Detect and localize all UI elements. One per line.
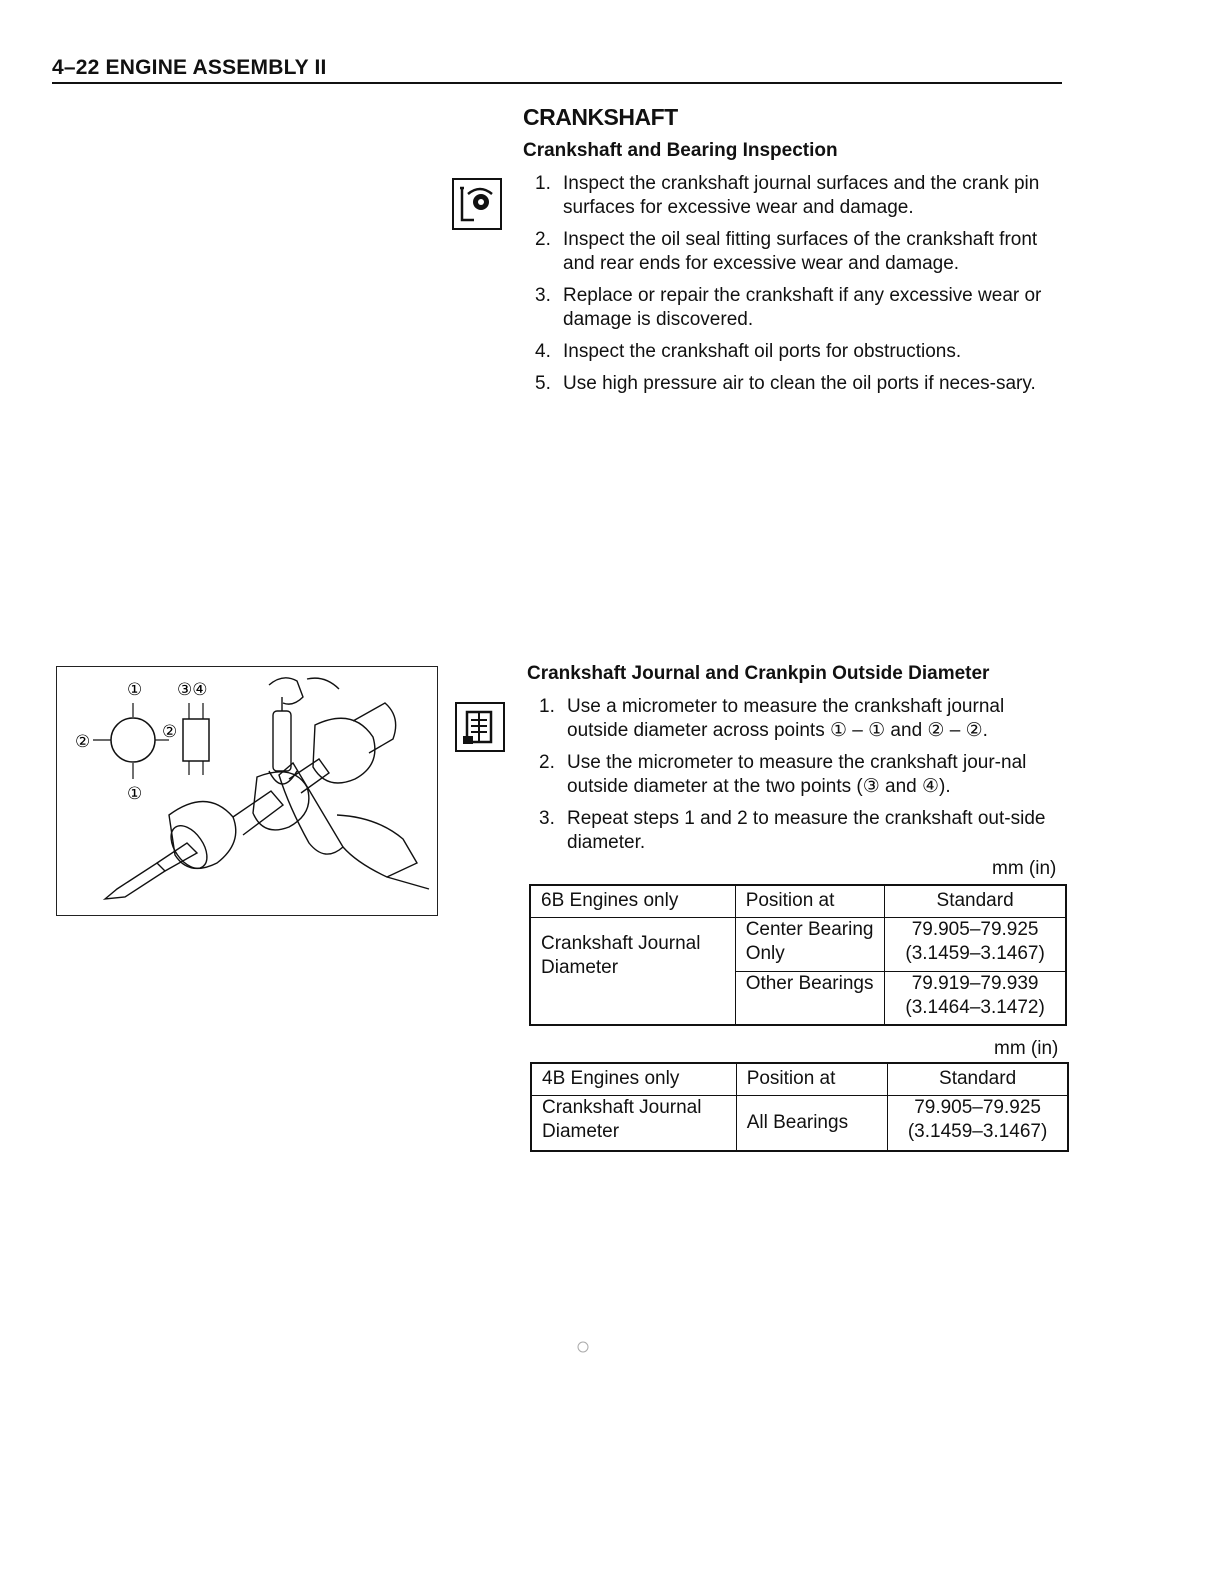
label-point-2-right: ② <box>162 722 178 742</box>
measurement-steps <box>527 695 1069 863</box>
table-header-cell: Standard <box>888 1063 1068 1095</box>
table-cell-item: Crankshaft Journal Diameter <box>530 917 735 1025</box>
inspection-heading: Crankshaft and Bearing Inspection <box>523 140 838 161</box>
table-cell-standard: 79.919–79.939 (3.1464–3.1472) <box>885 971 1066 1025</box>
label-point-1-top: ① <box>127 680 143 700</box>
list-item: 4. Inspect the crankshaft oil ports for obstructions. <box>535 341 962 362</box>
list-item: 2. Use the micrometer to measure the crankshaft jour-nal outside diameter at the two points (③ and ④). <box>539 752 1027 797</box>
inspection-steps <box>523 172 1065 404</box>
table-cell-standard: 79.905–79.925 (3.1459–3.1467) <box>885 917 1066 971</box>
list-item: 2. Inspect the oil seal fitting surfaces of the crankshaft front and rear ends for excessive wear and damage. <box>535 229 1038 274</box>
table-header-cell: Position at <box>735 885 885 917</box>
scan-mark <box>576 1340 590 1357</box>
table-cell-position: Center Bearing Only <box>735 917 885 971</box>
table-row <box>530 917 1066 971</box>
section-title: CRANKSHAFT <box>523 104 678 130</box>
crankshaft-micrometer-figure <box>56 666 438 916</box>
measurement-heading: Crankshaft Journal and Crankpin Outside Diameter <box>527 663 990 684</box>
list-item: 3. Repeat steps 1 and 2 to measure the crankshaft out-side diameter. <box>539 808 1046 853</box>
table-4b-unit: mm (in) <box>994 1038 1059 1059</box>
page-header-title: 4–22 ENGINE ASSEMBLY II <box>52 56 327 79</box>
table-4b <box>530 1062 1069 1152</box>
page-header <box>52 54 1062 84</box>
table-6b <box>529 884 1067 1026</box>
label-points-3-4: ③④ <box>177 680 208 700</box>
table-header-row <box>531 1063 1068 1095</box>
table-header-row <box>530 885 1066 917</box>
table-cell-position: All Bearings <box>736 1095 888 1151</box>
label-point-1-bottom: ① <box>127 784 143 804</box>
journal-side-view <box>183 719 209 761</box>
inspect-eye-icon <box>452 178 502 230</box>
label-point-2-left: ② <box>75 732 91 752</box>
table-header-cell: Standard <box>885 885 1066 917</box>
table-header-cell: Position at <box>736 1063 888 1095</box>
table-cell-standard: 79.905–79.925 (3.1459–3.1467) <box>888 1095 1068 1151</box>
list-item: 3. Replace or repair the crankshaft if any excessive wear or damage is discovered. <box>535 285 1042 330</box>
list-item: 1. Use a micrometer to measure the crankshaft journal outside diameter across points ① – ① and ② – ②. <box>539 696 1005 741</box>
table-6b-unit: mm (in) <box>992 858 1057 879</box>
crankshaft-illustration <box>105 678 429 899</box>
journal-cross-section <box>111 718 155 762</box>
table-header-cell: 4B Engines only <box>531 1063 736 1095</box>
table-header-cell: 6B Engines only <box>530 885 735 917</box>
list-item: 1. Inspect the crankshaft journal surfaces and the crank pin surfaces for excessive wear and damage. <box>535 173 1040 218</box>
measure-icon <box>455 702 505 752</box>
table-cell-item: Crankshaft Journal Diameter <box>531 1095 736 1151</box>
table-row <box>531 1095 1068 1151</box>
list-item: 5. Use high pressure air to clean the oil ports if neces-sary. <box>535 373 1036 394</box>
table-cell-position: Other Bearings <box>735 971 885 1025</box>
